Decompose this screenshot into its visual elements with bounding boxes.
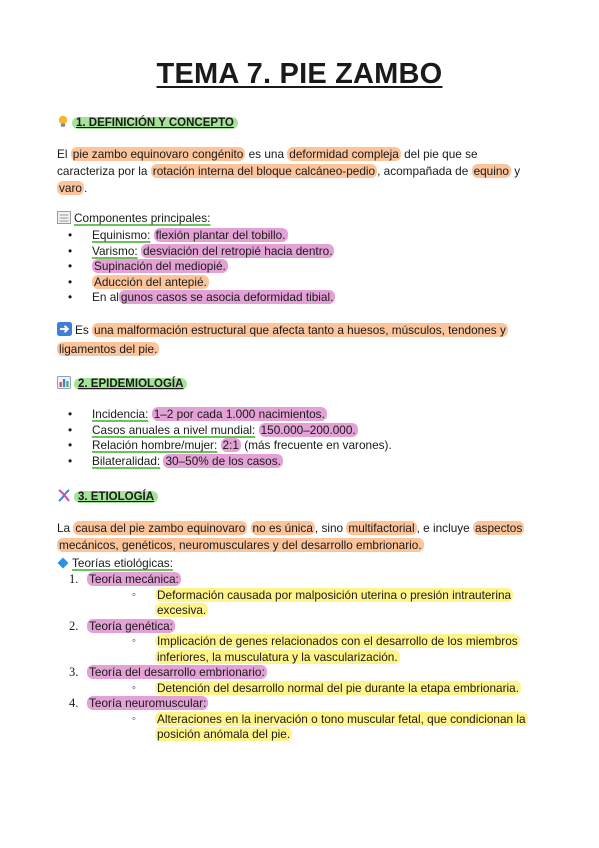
highlight: 150.000–200.000. xyxy=(260,422,356,437)
right-arrow-icon xyxy=(57,322,72,336)
highlight: Detención del desarrollo normal del pie durante la etapa embrionaria. xyxy=(157,680,519,695)
highlight: Alteraciones en la inervación o tono muscular fetal, que condicionan la posición anómala del pie. xyxy=(157,711,526,741)
etiology-paragraph xyxy=(57,520,527,554)
list-item xyxy=(92,244,562,260)
term: Bilateralidad: xyxy=(92,453,161,468)
theory-item xyxy=(57,696,537,743)
page-title: TEMA 7. PIE ZAMBO xyxy=(156,58,443,90)
highlight: pie zambo equinovaro congénito xyxy=(72,147,244,161)
highlight: no es única xyxy=(252,521,313,535)
theories-list xyxy=(57,572,537,743)
list-item xyxy=(92,228,562,244)
section-title: 1. DEFINICIÓN Y CONCEPTO xyxy=(72,117,238,129)
highlight: rotación interna del bloque calcáneo-pedio xyxy=(152,164,376,178)
theory-item xyxy=(57,572,537,619)
arrow-paragraph xyxy=(57,321,527,359)
highlight: aspectos mecánicos, genéticos, neuromusculares y del desarrollo embrionario. xyxy=(59,521,523,552)
term: Varismo: xyxy=(92,243,138,258)
highlight: causa del pie zambo equinovaro xyxy=(75,521,246,535)
dna-icon xyxy=(57,489,71,502)
theory-detail xyxy=(87,712,537,743)
item-number: 3. xyxy=(69,665,79,679)
text: , sino xyxy=(314,521,347,535)
highlight: flexión plantar del tobillo. xyxy=(155,228,286,242)
list-item xyxy=(92,407,562,423)
highlight: 1–2 por cada 1.000 nacimientos. xyxy=(153,407,325,421)
term: Casos anuales a nivel mundial: xyxy=(92,422,256,437)
highlight: varo xyxy=(59,181,82,195)
text: La xyxy=(57,521,74,535)
text: es una xyxy=(245,147,288,161)
components-heading xyxy=(57,210,527,227)
bar-chart-icon xyxy=(57,376,71,389)
highlight: Supinación del mediopié. xyxy=(94,259,226,274)
text: . xyxy=(83,181,88,195)
theory-item xyxy=(57,619,537,666)
list-item xyxy=(92,259,562,275)
item-number: 2. xyxy=(69,618,79,633)
item-number: 4. xyxy=(69,696,79,710)
highlight: multifactorial xyxy=(348,521,415,535)
section-heading-etiologia xyxy=(57,489,158,503)
notepad-icon xyxy=(57,211,71,224)
text: (más frecuente en varones). xyxy=(240,438,392,453)
section-title: 2. EPIDEMIOLOGÍA xyxy=(74,378,187,390)
epidemiology-list xyxy=(57,407,562,469)
list-item xyxy=(92,290,562,306)
theory-detail xyxy=(87,681,537,697)
theory-name: Teoría neuromuscular: xyxy=(89,696,207,710)
term: Incidencia: xyxy=(92,407,149,421)
definition-paragraph xyxy=(57,146,527,197)
list-item xyxy=(92,454,562,470)
text: del pie que se caracteriza por la xyxy=(57,147,478,178)
components-label: Componentes principales: xyxy=(74,211,211,225)
item-number: 1. xyxy=(69,572,79,586)
list-item xyxy=(92,438,562,454)
lightbulb-icon xyxy=(57,115,69,128)
theory-name: Teoría del desarrollo embrionario: xyxy=(89,665,265,679)
theory-detail xyxy=(87,634,537,665)
theory-detail xyxy=(87,588,537,619)
text: y xyxy=(511,164,521,178)
term: Relación hombre/mujer: xyxy=(92,438,218,453)
highlight: gunos casos se asocia deformidad tibial. xyxy=(120,290,334,305)
highlight: equino xyxy=(473,164,509,178)
highlight: Aducción del antepié. xyxy=(94,274,207,289)
term: Equinismo: xyxy=(92,228,151,242)
section-heading-definicion xyxy=(57,115,238,129)
text: , acompañada de xyxy=(377,164,472,178)
highlight: Implicación de genes relacionados con el desarrollo de los miembros inferiores, la musculatura y la vascularización. xyxy=(157,634,518,664)
section-title: 3. ETIOLOGÍA xyxy=(74,491,158,503)
section-heading-epidemiologia xyxy=(57,376,187,390)
highlight: deformidad compleja xyxy=(289,147,399,161)
list-item xyxy=(92,423,562,439)
components-list xyxy=(57,228,562,306)
text: En al xyxy=(92,290,119,305)
highlight: 30–50% de los casos. xyxy=(165,453,281,468)
highlight: una malformación estructural que afecta tanto a huesos, músculos, tendones y ligamentos del pie. xyxy=(59,323,506,356)
theory-name: Teoría mecánica: xyxy=(89,572,179,586)
text: , e incluye xyxy=(416,521,473,535)
text: El xyxy=(57,147,71,161)
text: Es xyxy=(75,323,93,337)
highlight: Deformación causada por malposición uterina o presión intrauterina excesiva. xyxy=(157,587,512,617)
highlight: 2:1 xyxy=(222,438,239,453)
theories-label: Teorías etiológicas: xyxy=(72,556,173,570)
highlight: desviación del retropié hacia dentro. xyxy=(142,243,333,258)
theory-name: Teoría genética: xyxy=(89,618,173,633)
theories-heading xyxy=(57,555,527,572)
blue-diamond-icon xyxy=(57,557,69,569)
theory-item xyxy=(57,665,537,696)
list-item xyxy=(92,275,562,291)
